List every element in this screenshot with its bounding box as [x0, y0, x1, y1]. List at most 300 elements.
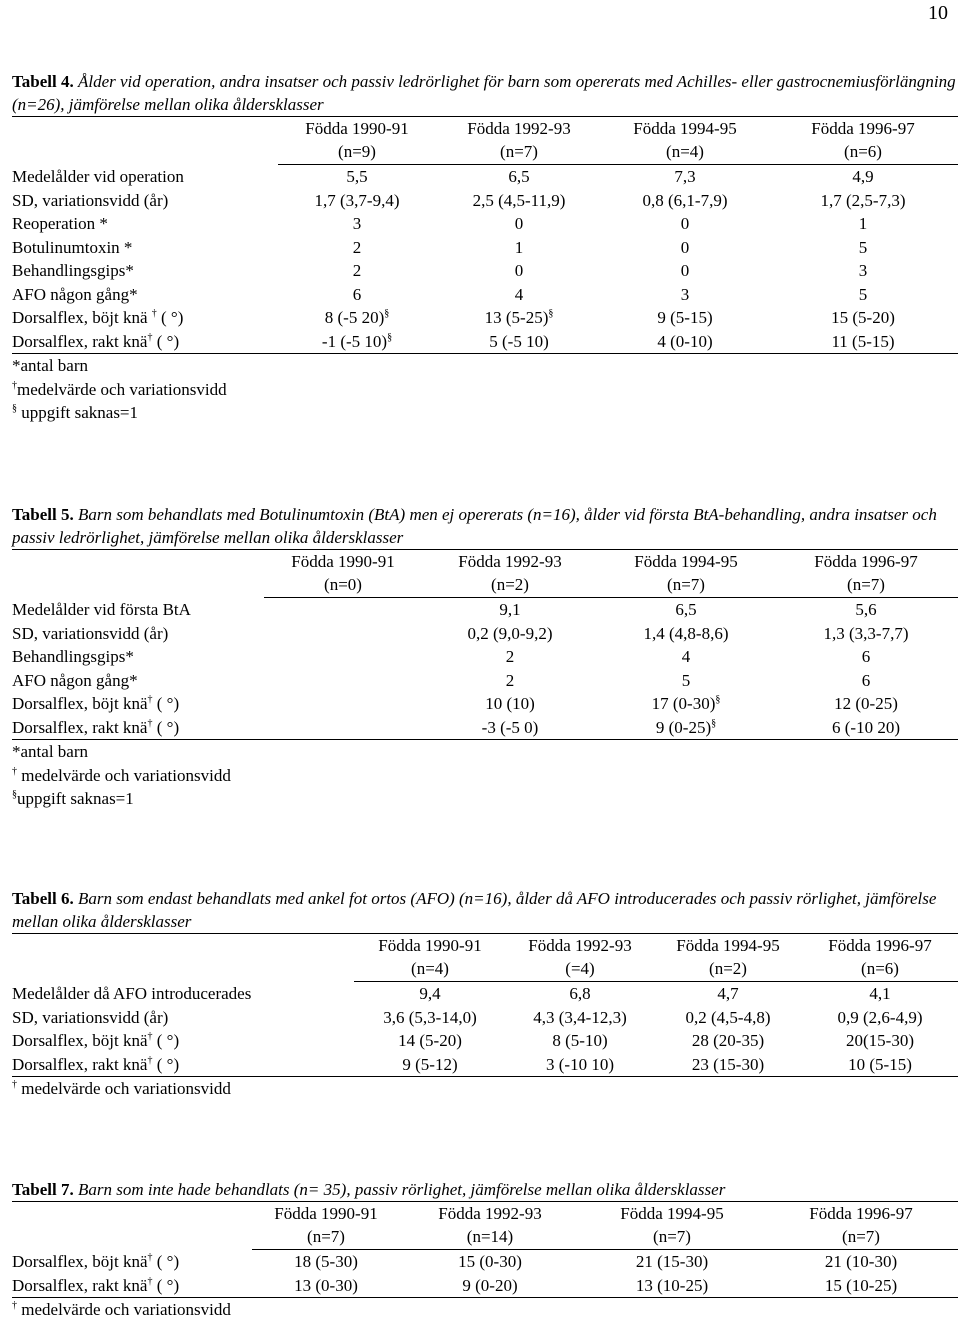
column-n-label: (n=14) [466, 1227, 514, 1246]
footnote [12, 354, 958, 378]
column-header [278, 117, 436, 141]
row-label [12, 165, 278, 189]
table-row [12, 669, 958, 693]
table-cell [264, 622, 422, 646]
table-cell-value: 2 [505, 670, 515, 690]
table-cell-value: 3 [352, 214, 362, 233]
table-row [12, 982, 958, 1006]
column-n [400, 1225, 580, 1250]
table-cell-value: 4,9 [852, 167, 874, 186]
table-cell [264, 645, 422, 669]
header-empty-cell [12, 550, 264, 574]
column-header [422, 550, 598, 574]
table-cell-value: 9 (5-12) [402, 1054, 458, 1074]
table-cell-value: 6 (-10 20) [832, 717, 900, 737]
table-cell [422, 622, 598, 646]
table-cell-value: 3 [858, 261, 868, 280]
column-header-label: Födda 1994-95 [676, 936, 780, 955]
row-label [12, 306, 278, 330]
table-cell [422, 645, 598, 669]
table-cell [802, 982, 958, 1006]
table-cell-value: 4 [514, 284, 524, 304]
column-n-label: (n=4) [411, 959, 449, 978]
table-cell [768, 306, 958, 330]
footnote-text: *antal barn [12, 356, 88, 375]
row-label-text: Dorsalflex, rakt knä [12, 717, 148, 737]
table-cell-value: 5 (-5 10) [489, 331, 549, 351]
table-cell [602, 330, 768, 354]
table-cell-value: 0 [680, 214, 690, 233]
header-row [12, 1202, 958, 1226]
column-n [768, 140, 958, 165]
header-empty-cell [12, 140, 278, 165]
row-label [12, 622, 264, 646]
table-cell [354, 1029, 506, 1053]
column-header [264, 550, 422, 574]
table-cell-value: 13 (0-30) [294, 1275, 358, 1295]
table-cell [768, 212, 958, 236]
table-cell-value: 0 [514, 214, 524, 233]
table-cell [422, 692, 598, 716]
row-label-text: SD, variationsvidd (år) [12, 623, 169, 643]
row-label [12, 283, 278, 307]
table-cell [764, 1250, 958, 1274]
column-header [602, 117, 768, 141]
section-marker: § [387, 331, 393, 343]
table-cell-value: 13 (10-25) [635, 1275, 709, 1295]
table-cell [598, 598, 774, 622]
row-label [12, 598, 264, 622]
header-n-row [12, 573, 958, 598]
column-header-label: Födda 1994-95 [620, 1204, 724, 1223]
row-label [12, 1006, 354, 1030]
table-cell-value: 4,1 [869, 984, 891, 1003]
footnote-text: uppgift saknas=1 [17, 789, 134, 808]
column-header [802, 934, 958, 958]
table-cell [436, 306, 602, 330]
column-header-label: Födda 1996-97 [809, 1204, 913, 1223]
table-cell-value: 6,8 [569, 984, 591, 1003]
table-cell-value: 1 [858, 214, 868, 233]
table-cell [602, 236, 768, 260]
table-cell [598, 669, 774, 693]
footnote-symbol: § [12, 403, 17, 414]
column-n [354, 957, 506, 982]
row-label-unit: ( °) [152, 1054, 180, 1074]
table-cell-value: 0,2 (9,0-9,2) [467, 623, 553, 643]
table-cell-value: 0 [514, 261, 524, 280]
column-header-label: Födda 1992-93 [458, 552, 562, 571]
dagger-marker: † [147, 331, 153, 343]
table-row [12, 212, 958, 236]
table-cell [602, 212, 768, 236]
table-cell-value: 4 (0-10) [657, 331, 713, 351]
table-4-title: Ålder vid operation, andra insatser och passiv ledrörlighet för barn som opererats med Achilles- eller gastrocnemiusförlängning (n=26), jämförelse mellan olika åldersklasser [12, 72, 956, 114]
column-header [764, 1202, 958, 1226]
column-header-label: Födda 1996-97 [811, 119, 915, 138]
table-cell [264, 692, 422, 716]
column-n [802, 957, 958, 982]
table-cell [768, 236, 958, 260]
footnote-symbol: † [12, 1079, 17, 1090]
table-cell [654, 1029, 802, 1053]
column-n [422, 573, 598, 598]
table-cell [774, 716, 958, 740]
row-label-text: SD, variationsvidd (år) [12, 190, 169, 210]
table-cell-value: 6 [861, 647, 871, 666]
table-cell [354, 1006, 506, 1030]
row-label [12, 330, 278, 354]
row-label-unit: ( °) [152, 694, 180, 713]
footnote-text: medelvärde och variationsvidd [17, 379, 227, 399]
row-label-text: Behandlingsgips* [12, 261, 134, 280]
column-header [252, 1202, 400, 1226]
row-label-text: Dorsalflex, böjt knä [12, 1031, 148, 1050]
table-cell [436, 330, 602, 354]
column-header-label: Födda 1994-95 [633, 119, 737, 138]
column-n-label: (n=2) [491, 575, 529, 594]
row-label [12, 189, 278, 213]
table-cell [654, 1053, 802, 1077]
table-cell-value: 0 [680, 261, 690, 280]
table-cell [802, 1029, 958, 1053]
column-n-label: (=4) [565, 959, 595, 978]
table-cell-value: 6 [352, 284, 362, 304]
table-cell-value: 1,7 (3,7-9,4) [314, 190, 400, 210]
table-cell [598, 716, 774, 740]
dagger-marker: † [147, 1031, 153, 1042]
column-header-label: Födda 1992-93 [528, 936, 632, 955]
table-cell-value: 5,6 [855, 600, 877, 619]
table-cell-value: 9,4 [419, 984, 441, 1003]
column-header [400, 1202, 580, 1226]
table-cell [278, 165, 436, 189]
row-label-text: Dorsalflex, rakt knä [12, 1275, 148, 1295]
row-label-unit: ( °) [152, 717, 180, 737]
column-n [252, 1225, 400, 1250]
table-cell [354, 982, 506, 1006]
footnote-symbol: † [12, 765, 17, 777]
row-label [12, 212, 278, 236]
column-header-label: Födda 1990-91 [274, 1204, 378, 1223]
row-label-text: Medelålder då AFO introducerades [12, 983, 252, 1003]
column-n [506, 957, 654, 982]
table-cell-value: 0,2 (4,5-4,8) [685, 1007, 771, 1027]
header-n-row [12, 957, 958, 982]
table-cell-value: 2 [352, 261, 362, 280]
table-cell [278, 306, 436, 330]
table-cell [354, 1053, 506, 1077]
table-row [12, 283, 958, 307]
table-row [12, 236, 958, 260]
table-cell [278, 236, 436, 260]
table-cell [598, 622, 774, 646]
header-empty-cell [12, 573, 264, 598]
table-cell [436, 283, 602, 307]
table-cell [252, 1274, 400, 1298]
table-cell-value: 0 [680, 237, 690, 257]
table-cell-value: 9,1 [499, 600, 521, 619]
table-cell-value: 1,3 (3,3-7,7) [823, 623, 909, 643]
row-label-unit: ( °) [152, 1031, 180, 1050]
row-label-unit: ( °) [152, 1275, 180, 1295]
column-header [354, 934, 506, 958]
dagger-marker: † [147, 717, 153, 729]
table-cell [506, 1053, 654, 1077]
table-cell-value: 14 (5-20) [398, 1031, 462, 1050]
table-cell [422, 716, 598, 740]
column-n-label: (n=2) [709, 959, 747, 978]
table-row [12, 1274, 958, 1298]
section-marker: § [384, 308, 390, 319]
column-n [278, 140, 436, 165]
table-cell [278, 212, 436, 236]
table-5-section [12, 503, 958, 811]
row-label-text: Medelålder vid operation [12, 166, 184, 186]
table-cell-value: 4 [681, 647, 691, 666]
table-cell [768, 283, 958, 307]
table-cell-value: 20(15-30) [846, 1031, 914, 1050]
row-label-text: SD, variationsvidd (år) [12, 1007, 169, 1027]
table-cell [264, 669, 422, 693]
row-label-text: Dorsalflex, böjt knä [12, 694, 148, 713]
table-cell [264, 598, 422, 622]
table-cell-value: 4,3 (3,4-12,3) [533, 1007, 627, 1027]
table-cell [580, 1274, 764, 1298]
column-header [598, 550, 774, 574]
dagger-marker: † [147, 1251, 153, 1263]
table-cell-value: 28 (20-35) [691, 1031, 765, 1050]
column-n [264, 573, 422, 598]
table-7-section [12, 1178, 958, 1322]
row-label [12, 692, 264, 716]
column-header [506, 934, 654, 958]
row-label-text: Dorsalflex, böjt knä [12, 308, 152, 327]
dagger-marker: † [151, 308, 157, 319]
column-n-label: (n=7) [307, 1227, 345, 1246]
table-cell-value: 3,6 (5,3-14,0) [383, 1007, 477, 1027]
column-n-label: (n=4) [666, 142, 704, 161]
table-cell-value: 0,9 (2,6-4,9) [837, 1007, 923, 1027]
column-header-label: Födda 1996-97 [814, 552, 918, 571]
table-row [12, 598, 958, 622]
header-empty-cell [12, 934, 354, 958]
table-cell-value: 9 (0-25) [655, 717, 712, 737]
table-cell [802, 1053, 958, 1077]
table-6-label: Tabell 6. [12, 889, 74, 908]
table-cell [654, 982, 802, 1006]
row-label-text: Botulinumtoxin * [12, 237, 133, 257]
table-5-title: Barn som behandlats med Botulinumtoxin (BtA) men ej opererats (n=16), ålder vid första BtA-behandling, andra insatser och passiv ledrörlighet, jämförelse mellan olika åldersklasser [12, 505, 937, 547]
table-cell-value: 1,7 (2,5-7,3) [820, 190, 906, 210]
table-cell-value: 7,3 [674, 167, 696, 186]
header-empty-cell [12, 117, 278, 141]
table-cell-value: 0,8 (6,1-7,9) [642, 190, 728, 210]
table-cell [802, 1006, 958, 1030]
footnote [12, 401, 958, 425]
row-label [12, 1250, 252, 1274]
table-cell [400, 1274, 580, 1298]
table-6-title: Barn som endast behandlats med ankel fot ortos (AFO) (n=16), ålder då AFO introducerades och passiv rörlighet, jämförelse mellan olika åldersklasser [12, 889, 937, 931]
column-header [654, 934, 802, 958]
table-cell [264, 716, 422, 740]
header-empty-cell [12, 1202, 252, 1226]
column-header [580, 1202, 764, 1226]
table-cell [774, 622, 958, 646]
t4-table [12, 116, 958, 354]
table-row [12, 692, 958, 716]
table-cell [436, 259, 602, 283]
table-cell-value: 10 (5-15) [848, 1054, 912, 1074]
section-marker: § [711, 717, 717, 729]
dagger-marker: † [147, 1054, 153, 1066]
table-cell-value: 3 (-10 10) [546, 1054, 614, 1074]
table-4-section [12, 70, 958, 425]
row-label-text: AFO någon gång* [12, 284, 138, 304]
footnote-symbol: † [12, 379, 17, 391]
row-label [12, 1274, 252, 1298]
table-row [12, 189, 958, 213]
table-4-caption [12, 70, 958, 116]
table-cell [580, 1250, 764, 1274]
table-cell [602, 259, 768, 283]
row-label [12, 1029, 354, 1053]
column-n-label: (n=0) [324, 575, 362, 594]
table-cell [506, 1029, 654, 1053]
footnote [12, 1298, 958, 1322]
column-header [768, 117, 958, 141]
table-row [12, 1053, 958, 1077]
row-label-unit: ( °) [152, 331, 180, 351]
table-cell [422, 598, 598, 622]
table-cell-value: 2 [352, 237, 362, 257]
column-n-label: (n=7) [500, 142, 538, 161]
section-marker: § [548, 308, 554, 319]
table-cell [436, 165, 602, 189]
table-cell-value: 11 (5-15) [831, 331, 895, 351]
table-cell-value: 12 (0-25) [834, 694, 898, 713]
table-cell-value: 3 [680, 284, 690, 304]
table-row [12, 1250, 958, 1274]
table-cell-value: 8 (-5 20) [324, 308, 385, 327]
table-cell [436, 236, 602, 260]
table-cell [602, 189, 768, 213]
table-cell-value: -1 (-5 10) [321, 331, 388, 351]
table-cell-value: 21 (15-30) [635, 1252, 709, 1271]
table-5-label: Tabell 5. [12, 505, 74, 524]
table-cell [278, 283, 436, 307]
table-cell [774, 669, 958, 693]
column-header [774, 550, 958, 574]
table-cell [506, 1006, 654, 1030]
table-5-caption [12, 503, 958, 549]
table-cell-value: 6,5 [675, 600, 697, 619]
header-n-row [12, 140, 958, 165]
table-cell [602, 283, 768, 307]
footnote-text: medelvärde och variationsvidd [17, 1300, 231, 1319]
table-cell [436, 212, 602, 236]
table-7-title: Barn som inte hade behandlats (n= 35), passiv rörlighet, jämförelse mellan olika åldersklasser [73, 1180, 726, 1199]
row-label-unit: ( °) [152, 1251, 180, 1271]
table-cell-value: 18 (5-30) [294, 1252, 358, 1271]
row-label [12, 645, 264, 669]
table-cell [436, 189, 602, 213]
table-cell-value: 5 [681, 670, 691, 690]
footnote [12, 740, 958, 764]
table-cell-value: 9 (5-15) [657, 308, 713, 327]
table-cell [278, 189, 436, 213]
table-cell-value: 2 [505, 647, 515, 666]
table-cell [506, 982, 654, 1006]
table-6-section [12, 887, 958, 1101]
column-n [774, 573, 958, 598]
row-label-text: AFO någon gång* [12, 670, 138, 690]
table-cell [768, 165, 958, 189]
row-label [12, 982, 354, 1006]
table-cell [400, 1250, 580, 1274]
table-row [12, 645, 958, 669]
table-cell [768, 330, 958, 354]
page-number: 10 [928, 2, 948, 24]
table-cell-value: 15 (5-20) [831, 308, 895, 327]
row-label-text: Dorsalflex, böjt knä [12, 1251, 148, 1271]
table-row [12, 165, 958, 189]
table-cell-value: 5 [858, 237, 868, 257]
table-cell [278, 330, 436, 354]
table-cell [774, 645, 958, 669]
table-7-caption [12, 1178, 958, 1201]
header-n-row [12, 1225, 958, 1250]
table-cell [602, 165, 768, 189]
row-label [12, 259, 278, 283]
column-n [598, 573, 774, 598]
footnote-symbol: † [12, 1300, 17, 1311]
table-cell [278, 259, 436, 283]
row-label [12, 236, 278, 260]
table-cell-value: 21 (10-30) [824, 1252, 898, 1271]
footnote-symbol: § [12, 789, 17, 800]
table-row [12, 306, 958, 330]
table-cell-value: 8 (5-10) [552, 1031, 608, 1050]
header-empty-cell [12, 957, 354, 982]
table-cell [598, 645, 774, 669]
table-4-label: Tabell 4. [12, 72, 74, 91]
column-n-label: (n=7) [847, 575, 885, 594]
table-cell-value: 9 (0-20) [462, 1275, 518, 1295]
row-label [12, 716, 264, 740]
footnote-text: medelvärde och variationsvidd [17, 765, 231, 785]
table-cell-value: 6,5 [508, 167, 530, 186]
table-row [12, 716, 958, 740]
column-n [654, 957, 802, 982]
table-row [12, 622, 958, 646]
t7-table [12, 1201, 958, 1298]
column-header-label: Födda 1992-93 [467, 119, 571, 138]
table-cell [768, 259, 958, 283]
header-empty-cell [12, 1225, 252, 1250]
table-cell [768, 189, 958, 213]
row-label-text: Behandlingsgips* [12, 647, 134, 666]
footnote-text: medelvärde och variationsvidd [17, 1079, 231, 1098]
table-cell-value: 15 (10-25) [824, 1275, 898, 1295]
row-label-text: Reoperation * [12, 214, 108, 233]
footnote-text: *antal barn [12, 742, 88, 761]
column-n [602, 140, 768, 165]
table-row [12, 1029, 958, 1053]
row-label [12, 669, 264, 693]
table-cell [774, 692, 958, 716]
row-label-text: Medelålder vid första BtA [12, 599, 191, 619]
